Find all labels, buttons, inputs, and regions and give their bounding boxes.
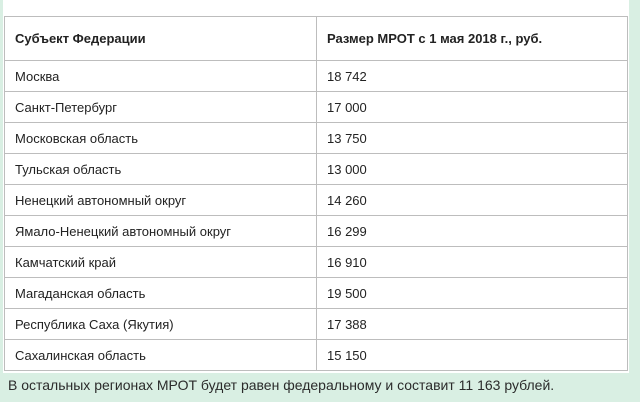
region-cell: Магаданская область — [5, 278, 317, 309]
table-header-row — [5, 17, 628, 61]
column-header-region: Субъект Федерации — [5, 17, 317, 61]
footnote-text: В остальных регионах МРОТ будет равен федеральному и составит 11 163 рублей. — [8, 377, 555, 393]
wage-cell: 14 260 — [317, 185, 628, 216]
column-header-wage: Размер МРОТ с 1 мая 2018 г., руб. — [317, 17, 628, 61]
wage-cell: 19 500 — [317, 278, 628, 309]
wage-cell: 18 742 — [317, 61, 628, 92]
wage-cell: 15 150 — [317, 340, 628, 371]
region-cell: Ненецкий автономный округ — [5, 185, 317, 216]
region-cell: Камчатский край — [5, 247, 317, 278]
table-row — [5, 216, 628, 247]
table-row — [5, 247, 628, 278]
table-row — [5, 61, 628, 92]
table-row — [5, 340, 628, 371]
region-cell: Москва — [5, 61, 317, 92]
region-cell: Республика Саха (Якутия) — [5, 309, 317, 340]
minimum-wage-table — [4, 16, 628, 371]
region-cell: Санкт-Петербург — [5, 92, 317, 123]
table-row — [5, 278, 628, 309]
wage-cell: 17 388 — [317, 309, 628, 340]
table-row — [5, 154, 628, 185]
region-cell: Ямало-Ненецкий автономный округ — [5, 216, 317, 247]
wage-cell: 16 299 — [317, 216, 628, 247]
wage-cell: 13 000 — [317, 154, 628, 185]
table-row — [5, 92, 628, 123]
content-panel — [3, 0, 629, 373]
wage-cell: 16 910 — [317, 247, 628, 278]
table-row — [5, 309, 628, 340]
wage-cell: 13 750 — [317, 123, 628, 154]
region-cell: Тульская область — [5, 154, 317, 185]
region-cell: Московская область — [5, 123, 317, 154]
wage-cell: 17 000 — [317, 92, 628, 123]
table-row — [5, 123, 628, 154]
region-cell: Сахалинская область — [5, 340, 317, 371]
table-row — [5, 185, 628, 216]
